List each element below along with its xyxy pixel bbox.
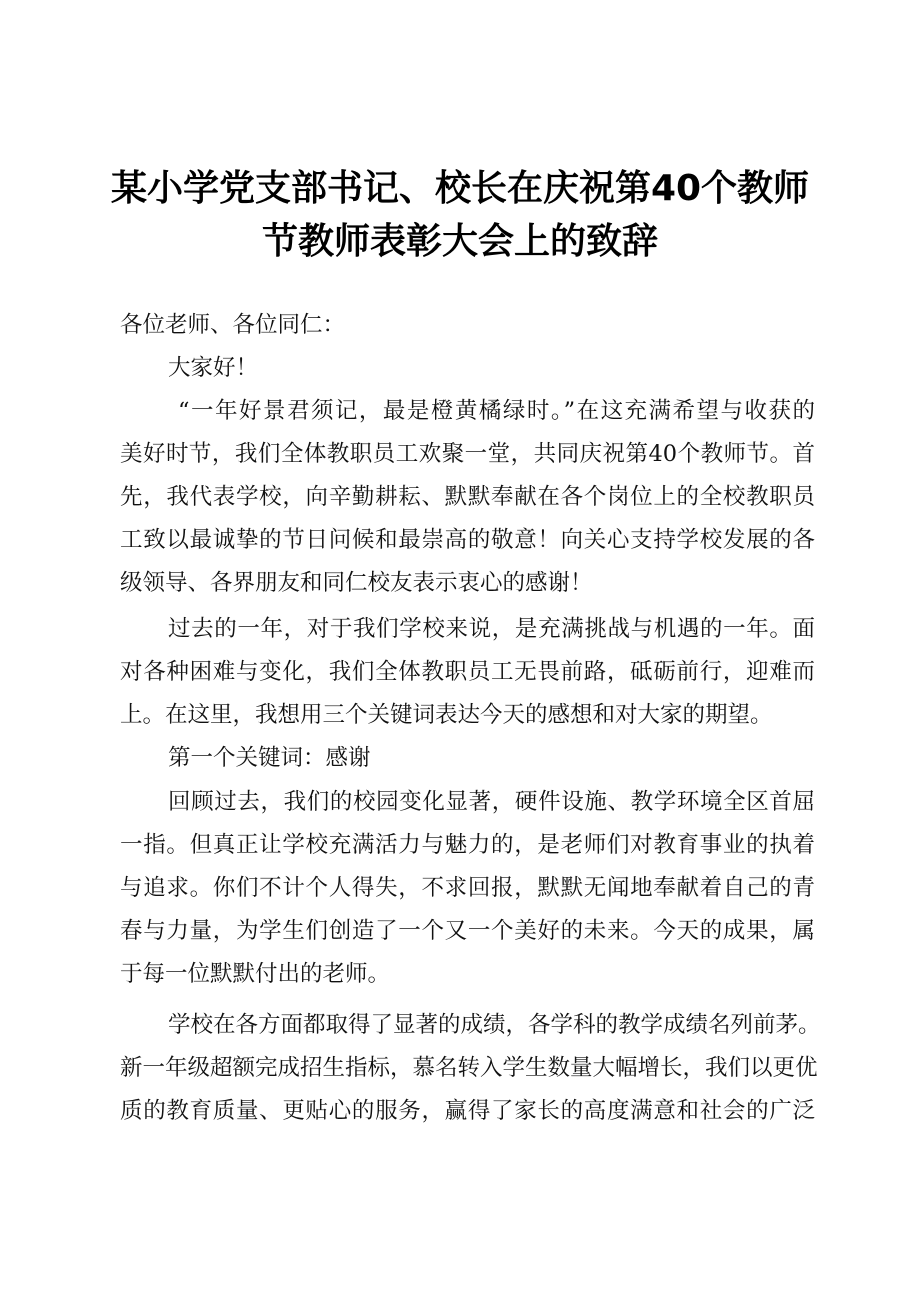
paragraph-2-line-1: 过去的一年，对于我们学校来说，是充满挑战与机遇的一年。面 [168,616,815,642]
paragraph-4-line-3: 质的教育质量、更贴心的服务，赢得了家长的高度满意和社会的广泛 [120,1098,815,1124]
paragraph-3-line-4: 春与力量，为学生们创造了一个又一个美好的未来。今天的成果，属 [120,918,815,944]
paragraph-3-line-2: 一指。但真正让学校充满活力与魅力的，是老师们对教育事业的执着 [120,832,815,858]
salutation: 各位老师、各位同仁： [120,312,346,338]
paragraph-1-line-4: 工致以最诚挚的节日问候和最崇高的敬意！向关心支持学校发展的各 [120,527,815,553]
document-title-line-2: 节教师表彰大会上的致辞 [261,221,658,262]
paragraph-1-line-2: 美好时节，我们全体教职员工欢聚一堂，共同庆祝第40个教师节。首 [120,441,815,467]
paragraph-4-line-1: 学校在各方面都取得了显著的成绩，各学科的教学成绩名列前茅。 [168,1012,821,1038]
paragraph-2-line-2: 对各种困难与变化，我们全体教职员工无畏前路，砥砺前行，迎难而 [120,659,815,685]
paragraph-1-line-5: 级领导、各界朋友和同仁校友表示衷心的感谢！ [120,570,593,596]
paragraph-1-line-1: “一年好景君须记，最是橙黄橘绿时。”在这充满希望与收获的 [178,398,815,424]
paragraph-3-line-3: 与追求。你们不计个人得失，不求回报，默默无闻地奉献着自己的青 [120,875,815,901]
paragraph-3-line-1: 回顾过去，我们的校园变化显著，硬件设施、教学环境全区首屈 [168,789,815,815]
paragraph-2-line-3: 上。在这里，我想用三个关键词表达今天的感想和对大家的期望。 [120,702,773,728]
paragraph-1-line-3: 先，我代表学校，向辛勤耕耘、默默奉献在各个岗位上的全校教职员 [120,484,815,510]
document-title-line-1: 某小学党支部书记、校长在庆祝第40个教师 [110,168,810,209]
greeting: 大家好！ [168,355,259,381]
paragraph-4-line-2: 新一年级超额完成招生指标，慕名转入学生数量大幅增长，我们以更优 [120,1055,818,1081]
keyword-heading-1: 第一个关键词：感谢 [168,745,371,771]
paragraph-3-line-5: 于每一位默默付出的老师。 [120,961,391,987]
